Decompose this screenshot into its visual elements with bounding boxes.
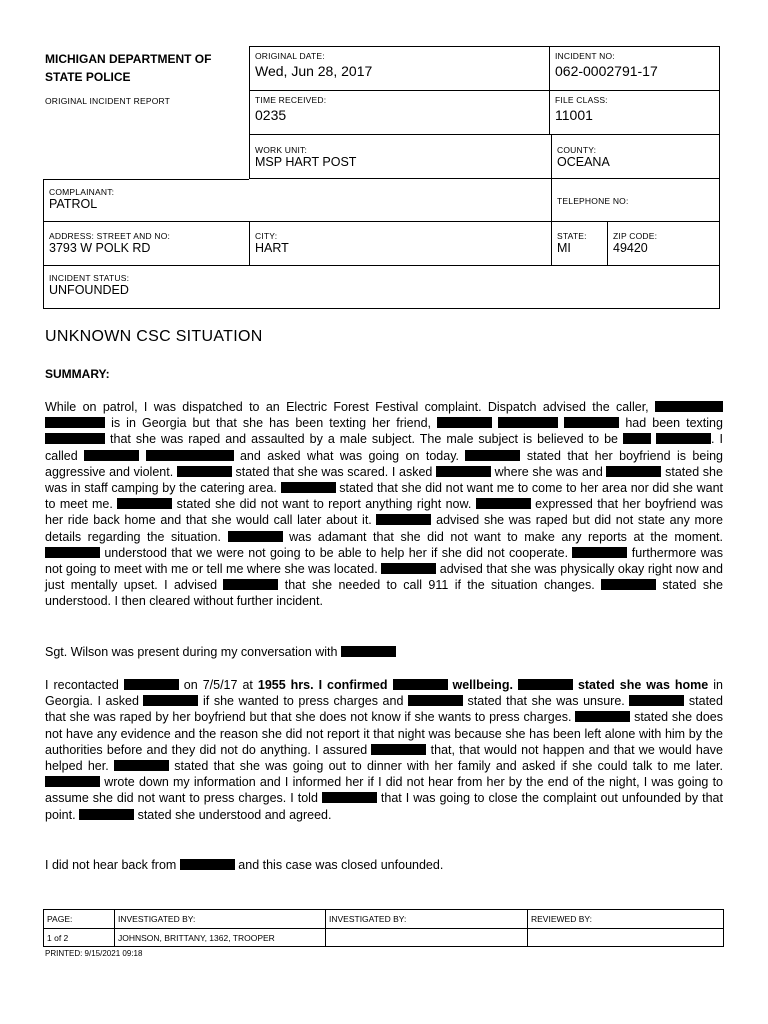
redaction	[437, 417, 492, 428]
text-span: stated that she was raped by her boyfriend but that she does not know if she wants to press charges.	[45, 694, 723, 725]
summary-paragraph-2	[45, 644, 723, 660]
state-cell	[552, 227, 607, 259]
investigated-by: JOHNSON, BRITTANY, 1362, TROOPER	[118, 933, 275, 943]
county: OCEANA	[557, 155, 610, 169]
text-span: stated she understood. I then cleared without further incident.	[45, 578, 723, 609]
county-label: COUNTY:	[557, 145, 597, 155]
text-span: wrote down my information and I informed her if I did not hear from her by the end of the night, I was going to assume she did not want to press charges. I told	[45, 775, 723, 806]
city: HART	[255, 241, 289, 255]
work-unit: MSP HART POST	[255, 155, 357, 169]
printed-timestamp: PRINTED: 9/15/2021 09:18	[45, 949, 143, 958]
original-date-cell	[250, 47, 549, 83]
state: MI	[557, 241, 571, 255]
redaction	[572, 547, 627, 558]
file-class-label: FILE CLASS:	[555, 95, 608, 105]
work-unit-label: WORK UNIT:	[255, 145, 308, 155]
text-span: I did not hear back from	[45, 858, 177, 872]
reviewed-by-label: REVIEWED BY:	[531, 914, 592, 924]
text-span: understood that we were not going to be able to help her if she did not cooperate.	[104, 545, 569, 560]
telephone-cell	[552, 192, 720, 210]
agency-line-1: MICHIGAN DEPARTMENT OF	[45, 52, 212, 66]
redaction	[146, 450, 234, 461]
investigated-by-2-label: INVESTIGATED BY:	[329, 914, 407, 924]
redaction	[341, 646, 396, 657]
text-span: was adamant that she did not want to make any reports at the moment.	[289, 529, 723, 544]
text-span: stated she was in staff camping by the catering area.	[45, 464, 723, 496]
city-cell	[250, 227, 550, 259]
redaction	[575, 711, 630, 722]
agency-name	[45, 50, 211, 86]
redaction	[45, 417, 105, 428]
time-received: 0235	[255, 107, 287, 123]
redaction	[655, 401, 723, 412]
text-span: Sgt. Wilson was present during my conversation with	[45, 645, 338, 659]
incident-no-label: INCIDENT NO:	[555, 51, 615, 61]
redaction	[518, 679, 573, 690]
redaction	[79, 809, 134, 820]
redaction	[84, 450, 139, 461]
page-number: 1 of 2	[47, 933, 69, 943]
page-label: PAGE:	[47, 914, 73, 924]
redaction	[498, 417, 558, 428]
redaction	[322, 792, 377, 803]
report-type: ORIGINAL INCIDENT REPORT	[45, 96, 171, 106]
text-span: stated that she did not want me to come to her area nor did she want to meet me.	[45, 481, 724, 512]
redaction	[476, 498, 531, 509]
text-span: if she wanted to press charges and	[203, 694, 404, 709]
summary-paragraph-4	[45, 857, 723, 873]
text-span: I called	[45, 432, 723, 463]
telephone-label: TELEPHONE NO:	[557, 196, 629, 206]
text-span: in Georgia. I asked	[45, 678, 723, 709]
redaction	[281, 482, 336, 493]
text-span: stated she understood and agreed.	[137, 807, 332, 822]
divider	[43, 928, 724, 929]
status-label: INCIDENT STATUS:	[49, 273, 130, 283]
redaction	[465, 450, 520, 461]
complainant: PATROL	[49, 197, 98, 211]
text-span: that I was going to close the complaint out unfounded by that point.	[45, 791, 723, 822]
work-unit-cell	[250, 141, 550, 173]
text-span: on 7/5/17 at	[183, 678, 253, 692]
address: 3793 W POLK RD	[49, 241, 151, 255]
county-cell	[552, 141, 720, 173]
investigated-by-label: INVESTIGATED BY:	[118, 914, 196, 924]
redaction	[180, 859, 235, 870]
text-span: is in Georgia but that she has been texting her friend,	[111, 416, 432, 431]
original-date-label: ORIGINAL DATE:	[255, 51, 325, 61]
redaction	[381, 563, 436, 574]
report-title: UNKNOWN CSC SITUATION	[45, 328, 263, 345]
summary-paragraph-3	[45, 677, 723, 823]
complainant-cell	[44, 183, 544, 215]
text-span: furthermore was not going to meet with me or tell me where she was located.	[45, 545, 723, 577]
file-class: 11001	[555, 107, 593, 123]
redaction	[143, 695, 198, 706]
redaction	[601, 579, 656, 590]
redaction	[117, 498, 172, 509]
text-span: stated that she was scared. I asked	[235, 464, 433, 479]
complainant-label: COMPLAINANT:	[49, 187, 115, 197]
redaction	[114, 760, 169, 771]
status: UNFOUNDED	[49, 283, 129, 297]
divider	[325, 909, 326, 947]
state-label: STATE:	[557, 231, 587, 241]
redaction	[623, 433, 651, 444]
text-span: stated she was home	[577, 678, 709, 692]
text-span: stated that she was going out to dinner with her family and asked if she could talk to me later.	[174, 759, 723, 774]
redaction	[606, 466, 661, 477]
redaction	[408, 695, 463, 706]
text-span: that she was raped and assaulted by a male subject. The male subject is believed to be	[110, 432, 618, 447]
address-cell	[44, 227, 249, 259]
text-span: that, that would not happen and that we would have helped her.	[45, 742, 723, 774]
text-span: 1955 hrs. I confirmed	[257, 678, 388, 692]
text-span: I recontacted	[45, 678, 119, 692]
time-received-label: TIME RECEIVED:	[255, 95, 327, 105]
text-span: stated that her boyfriend is being aggressive and violent.	[45, 448, 724, 479]
redaction	[45, 776, 100, 787]
redaction	[629, 695, 684, 706]
redaction	[371, 744, 426, 755]
text-span: where she was and	[494, 464, 603, 479]
redaction	[177, 466, 232, 477]
text-span: stated that she was unsure.	[467, 694, 625, 709]
redaction	[124, 679, 179, 690]
text-span: had been texting	[625, 416, 723, 431]
zip-cell	[608, 227, 720, 259]
text-span: advised that she was physically okay right now and just mentally upset. I advised	[45, 562, 723, 593]
agency-line-2: STATE POLICE	[45, 70, 131, 84]
redaction	[376, 514, 431, 525]
text-span: stated she did not want to report anything right now.	[176, 497, 472, 512]
redaction	[656, 433, 711, 444]
redaction	[436, 466, 491, 477]
incident-no: 062-0002791-17	[555, 63, 658, 79]
divider	[527, 909, 528, 947]
text-span: and this case was closed unfounded.	[238, 858, 444, 872]
zip-label: ZIP CODE:	[613, 231, 658, 241]
incident-no-cell	[550, 47, 720, 83]
text-span: and asked what was going on today.	[239, 448, 459, 463]
redaction	[564, 417, 619, 428]
divider	[114, 909, 115, 947]
text-span: advised she was raped but did not state any more details regarding the situation.	[45, 513, 723, 544]
summary-paragraph-1: While on patrol, I was dispatched to an Electric Forest Festival complaint. Dispatch advised the caller, is in Georgia but that she has been texting her friend, had been texting that she was raped and assaulted by a male subject. The male subject is believed to be . I called and asked what was going on today. stated that her boyfriend is being aggressive and violent. stated that she was scared. I asked where she was and stated she was in staff camping by the catering area. stated that she did not want me to come to her area nor did she want to meet me. stated she did not want to report anything right now. expressed that her boyfriend was her ride back home and that she would call later about it. advised she was raped but did not state any more details regarding the situation. was adamant that she did not want to make any reports at the moment. understood that we were not going to be able to help her if she did not cooperate. furthermore was not going to meet with me or tell me where she was located. advised that she was physically okay right now and just mentally upset. I advised that she needed to call 911 if the situation changes. stated she understood. I then cleared without further incident.	[45, 400, 724, 609]
address-label: ADDRESS: STREET AND NO:	[49, 231, 171, 241]
redaction	[393, 679, 448, 690]
text-span: stated she does not have any evidence and the reason she did not report it that night was because she has been left alone with him by the authorities before and they did not do anything. I assured	[45, 710, 723, 757]
text-span: that she needed to call 911 if the situation changes.	[284, 578, 595, 593]
redaction	[45, 433, 105, 444]
original-date: Wed, Jun 28, 2017	[255, 63, 373, 79]
divider	[43, 179, 249, 180]
text-span: wellbeing.	[452, 678, 513, 692]
redaction	[45, 547, 100, 558]
city-label: CITY:	[255, 231, 278, 241]
status-cell	[44, 269, 544, 301]
file-class-cell	[550, 91, 720, 127]
summary-heading: SUMMARY:	[45, 367, 110, 381]
redaction	[228, 531, 283, 542]
zip: 49420	[613, 241, 648, 255]
redaction	[223, 579, 278, 590]
time-received-cell	[250, 91, 549, 127]
text-span: While on patrol, I was dispatched to an Electric Forest Festival complaint. Dispatch advised the caller,	[45, 400, 649, 414]
text-span: expressed that her boyfriend was her ride back home and that she would call later about it.	[45, 497, 723, 528]
